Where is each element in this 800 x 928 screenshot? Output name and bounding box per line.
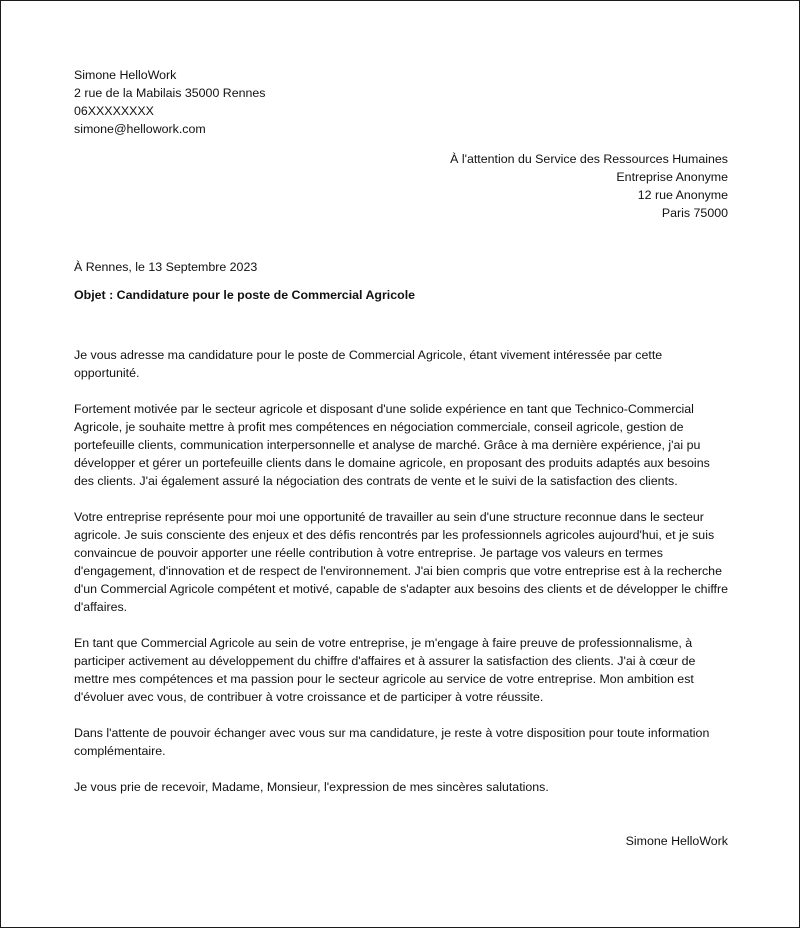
body-paragraph: En tant que Commercial Agricole au sein de votre entreprise, je m'engage à faire preuve de professionnalisme, à participer activement au développement du chiffre d'affaires et à assurer la satisfaction des clients. J'ai à cœur de mettre mes compétences et ma passion pour le secteur agricole au service de votre entreprise. Mon ambition est d'évoluer avec vous, de contribuer à votre croissance et de participer à votre réussite. xyxy=(74,636,696,704)
letter-content xyxy=(74,66,728,850)
sender-block xyxy=(74,66,728,138)
recipient-block xyxy=(74,150,728,222)
recipient-city: Paris 75000 xyxy=(661,206,728,220)
body-paragraph: Je vous adresse ma candidature pour le poste de Commercial Agricole, étant vivement intéressée par cette opportunité. xyxy=(74,348,663,380)
sender-email: simone@hellowork.com xyxy=(74,122,206,136)
body-paragraph: Fortement motivée par le secteur agricole et disposant d'une solide expérience en tant que Technico-Commercial Agricole, je souhaite mettre à profit mes compétences en négociation commerciale, conseil agricole, gestion de portefeuille clients, communication interpersonnelle et analyse de marché. Grâce à ma dernière expérience, j'ai pu développer et gérer un portefeuille clients dans le domaine agricole, en proposant des produits adaptés aux besoins des clients. J'ai également assuré la négociation des contrats de vente et le suivi de la satisfaction des clients. xyxy=(74,402,710,488)
letter-body xyxy=(74,346,728,796)
recipient-street: 12 rue Anonyme xyxy=(637,188,728,202)
signature: Simone HelloWork xyxy=(625,834,728,848)
recipient-attention: À l'attention du Service des Ressources Humaines xyxy=(450,152,728,166)
body-paragraph: Votre entreprise représente pour moi une opportunité de travailler au sein d'une structure reconnue dans le secteur agricole. Je suis consciente des enjeux et des défis rencontrés par les professionnels agricoles aujourd'hui, et je suis convaincue de pouvoir apporter une réelle contribution à votre entreprise. Je partage vos valeurs en termes d'engagement, d'innovation et de respect de l'environnement. J'ai bien compris que votre entreprise est à la recherche d'un Commercial Agricole compétent et motivé, capable de s'adapter aux besoins des clients et de développer le chiffre d'affaires. xyxy=(74,510,729,614)
sender-address: 2 rue de la Mabilais 35000 Rennes xyxy=(74,86,266,100)
closing-paragraph: Je vous prie de recevoir, Madame, Monsieur, l'expression de mes sincères salutations. xyxy=(74,780,549,794)
sender-name: Simone HelloWork xyxy=(74,68,177,82)
sender-phone: 06XXXXXXXX xyxy=(74,104,154,118)
recipient-company: Entreprise Anonyme xyxy=(616,170,728,184)
date-line: À Rennes, le 13 Septembre 2023 xyxy=(74,260,258,274)
subject-line: Objet : Candidature pour le poste de Commercial Agricole xyxy=(74,288,416,302)
body-paragraph: Dans l'attente de pouvoir échanger avec vous sur ma candidature, je reste à votre disposition pour toute information complémentaire. xyxy=(74,726,710,758)
